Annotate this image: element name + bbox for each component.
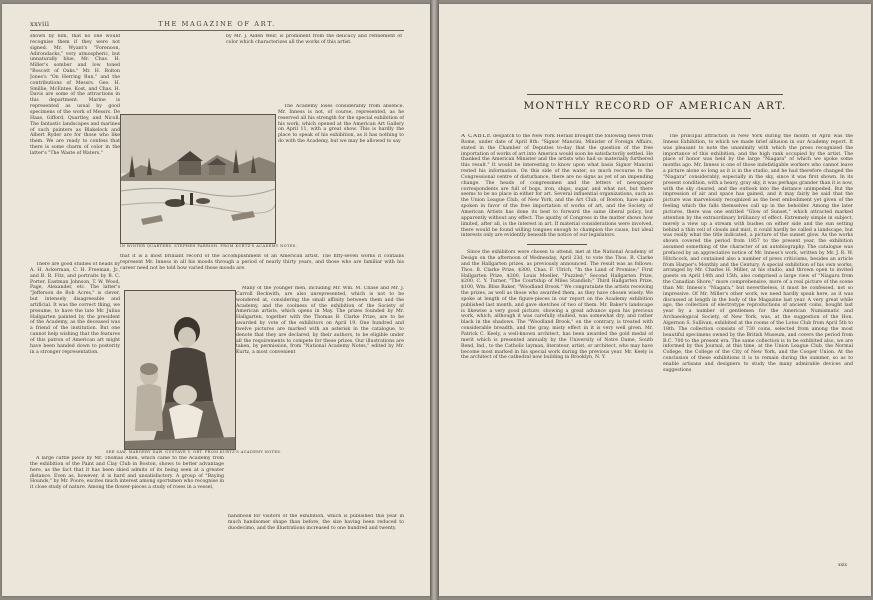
record-title: MONTHLY RECORD OF AMERICAN ART. xyxy=(523,100,787,112)
page-signature: xxix xyxy=(838,563,847,568)
title-rule-top xyxy=(527,94,783,95)
left-col1-bottom xyxy=(30,456,224,546)
paragraph: shown by him, that no one would recognise them if they were not signed. Mr. Wyant's "Forenoon, Adirondacks," very atmospheric, but unnaturally blue, Mr. Chas. H. Miller's somber and low toned "Boscott of Oaks." Mr. H. Bolton Jones's "On Herring Run," and the contributions of Messrs. Geo. H. Smillie, McEntee, Kost, and Chas. H. Davis are some of the attractions in this department. Marine is represented as usual by good specimens of the work of Messrs. De Haas, Gifford, Quartley, and Nicoll. The fantastic landscapes and marines of such painters as Blakelock and Albert Ryder are for those who like them. We are ready to confess that there is some charm of color in the latter's "The Waste of Waters." xyxy=(30,34,120,156)
paragraph: Many of the younger men, including Mr. Wm. M. Chase and Mr. J. Carroll Beckwith, are also unrepresented, which is not to be wondered at, considering the small affinity between them and the Academy, and the coolness of the exhibition of the Society of American artists, which opens in May. The prizes founded by Mr. Hallgarten, together with the Thomas B. Clarke Prize, are to be awarded by vote of the exhibitors on April 19. One hundred and twelve pictures are marked with an asterisk in the catalogue, to denote that they are declared, by their authors, to be eligible under all the requirements to compete for these prizes. Our illustrations are taken, by permission, from "National Academy Notes," edited by Mr. Kurtz, a most convenient xyxy=(236,286,404,356)
left-running-head xyxy=(30,18,404,31)
caption-winter-quarters: IN WINTER QUARTERS. STEPHEN PARRISH. FROM KURTZ'S ACADEMY NOTES. xyxy=(120,244,298,248)
left-col2-right xyxy=(236,286,404,512)
left-page xyxy=(2,4,430,596)
paragraph: The Academy loses considerably from absence. Mr. Inness is not, of course, represented, as he reserved all his strength for the special exhibition of his work, which opened at the American Art Gallery on April 11, with a great show. This is hardly the place to speak of his exhibition, as it has nothing to do with the Academy, but we may be allowed to say xyxy=(278,104,404,145)
left-col2-bottom xyxy=(228,514,404,546)
book-gutter xyxy=(430,0,439,600)
winter-scene-image xyxy=(121,115,275,243)
left-col2-academy xyxy=(278,104,404,252)
left-col2-top xyxy=(226,34,402,104)
right-col1 xyxy=(461,134,653,552)
caption-see-saw: SEE SAW, MARGERY DAW. GUSTAVE V. ORT. FROM KURTZ'S ACADEMY NOTES. xyxy=(106,450,282,454)
paragraph: The principal attraction in New York during the month of April was the Inness Exhibition, to which we made brief allusion in our Academy report. It was pleasant to note the unanimity with which the press recognized the importance of this exhibition, and the high rank occupied by the artist. The place of honor was held by the large "Niagara" of which we spoke some months ago. Mr. Inness is one of those indefatigable workers who cannot leave a picture alone so long as it is in the studio, and he had therefore changed the "Niagara" considerably, especially in the sky, since it was first shown. In its present condition, with a heavy, gray sky, it was perhaps grander than it is now, with the sky cleared, and the outlook into the distance unimpeded. But the impression of air and space has gained, and it may fairly be said that the picture was marvelously recognized as the best embodiment yet given of the feeling which the falls themselves call up in the beholder. Among the later pictures, there was one entitled "Glow of Sunset," which attracted marked attention by the extraordinary brilliancy of effect. Extremely simple in subject, merely a view up a stream with bushes on either side and the sun setting behind a thin veil of clouds and mist, it could hardly be called a landscape, but was really what the title indicated, a picture of the sunset glow. As the works shown covered the period from 1857 to the present year, the exhibition assumed something of the character of an autobiography. The catalogue was prefaced by an appreciative notice of Mr. Inness's work, written by Mr. J. R. W. Hitchcock, and contained also a number of press criticisms, besides an article from Harper's Monthly and the Century. A special exhibition of his own works, arranged by Mr. Charles H. Miller, at his studio, and thrown open to invited guests on April 14th and 15th, also comprised a large view of "Niagara from the Canadian Shore," more comprehensive, more of a real picture of the scene than Mr. Inness's "Niagara," but nevertheless, it must be confessed, not so impressive. Of Mr. Miller's other work, we need hardly speak here, as it was discussed at length in the body of the Magazine last year. A very great while ago, the collection of electrotype reproductions of ancient coins, bought last year by a number of gentlemen for the American Numismatic and Archaeological Society, of New York, was, at the suggestion of the Hon. Algernon S. Sullivan, exhibited at the rooms of the Lotos Club from April 5th to 18th. The collection consists of 730 coins, selected from among the most beautiful specimens owned by the British Museum, and covers the period from B.C. 700 to the present era. The same collection is to be exhibited also, we are informed by this Journal, at this time, at the Union League Club, the Normal College, the College of the City of New York, and the Cooper Union. At the conclusion of these exhibitions it is to remain during the summer, so as to enable artisans and designers to study the many admirable devices and suggestions xyxy=(663,134,853,373)
illustration-winter-quarters xyxy=(120,114,276,244)
paragraph: A large cattle piece by Mr. Thomas Allen, which came to the Academy from the exhibition of the Paint and Clay Club in Boston, shows to better advantage here, as the fact that it has been skied admits of its being seen at a greater distance. Even as, however, it is hard and unsatisfactory. A group of "Baying Hounds," by Mr. Poore, excites much interest among sportsmen who recognise in it close study of nature. Among the flower-pieces a study of roses in a vessel, xyxy=(30,456,224,491)
lead-word: A CABLE xyxy=(461,134,492,139)
left-page-number: xxviii xyxy=(30,20,50,28)
paragraph: Since the exhibitors were chosen to attend, met at the National Academy of Design on the afternoon of Wednesday, April 23d, to vote the Thos. B. Clarke and the Hallgarten prizes, as previously announced. The result was as follows: Thos. B. Clarke Prize, $300, Chas. F. Ulrich, "In the Land of Promise;" First Hallgarten Prize, $300, Louis Moeller, "Puzzled;" Second Hallgarten Prize, $200, C. Y. Turner, "The Courtship of Miles Standish;" Third Hallgarten Prize, $100, Wm. Bliss Baker, "Woodland Brook." We congratulate the artists receiving the prizes, as well as those who awarded them, as they have chosen wisely. We spoke at length of the figure-pieces in our report on the Academy exhibition published last month, and gave sketches of two of them. Mr. Baker's landscape is likewise a very good picture, showing a great advance upon his previous work, which, although it was carefully studied, was somewhat dry, and rather black in the shadows. The "Woodland Brook," on the contrary, is treated with considerable breadth, and the gray, misty effect in it is very well given. Mr. Patrick C. Keely, a well-known architect, has been awarded the gold medal of merit which is presented annually by the University of Notre Dame, South Bend, Ind., to the Catholic layman, literateur, artist, or architect, who may have become most marked in his special work during the previous year. Mr. Keely is the architect of the cathedral now building in Brooklyn, N. Y. xyxy=(461,250,653,361)
paragraph: There are good studies of heads by A. H. Ackerman, C. H. Freeman, Jr., and B. R. Fitz, and portraits by B. C. Porter, Eastman Johnson, T. W. Wood, Page, Alexander, etc. The latter's "Jefferson de Bob Acres," is clever, but intensely disagreeable and artificial. It was the correct thing, we presume, to have the late Mr. Julius Hallgarten painted by the president of the Academy, as the deceased was a friend of the institution. But one cannot help wishing that the features of this patron of American art might have been handed down to posterity in a stronger representation. xyxy=(30,262,120,355)
section-divider xyxy=(527,244,587,245)
right-col2 xyxy=(663,134,853,552)
illustration-see-saw xyxy=(124,290,236,450)
paragraph: handbook for visitors of the exhibition, which is published this year in much handsomer shape than before, the size having been reduced to duodecimo, and the illustrations increased to one hundred and twenty. xyxy=(228,514,404,531)
paragraph: by Mr. J. Alden Weir, is prominent from the delicacy and refinement of color which characterizes all the works of this artist. xyxy=(226,34,402,45)
paragraph-text: despatch to the New York Herald brought the following news from Rome, under date of April 8th: "Signor Mancini, Minister of Foreign Affairs, stated in the Chamber of Deputies to-day that the question of the free importation of works of art into America would soon be satisfactorily settled. He thanked the American Minister and the artists who had so materially furthered this result." It would be interesting to know upon what basis Signor Mancini rested his information. On this side of the water, so much recourse to the Congressional centre of disturbance, there are no signs as yet of an impending change. The heads of congressmen and the letters of newspaper correspondents are full of hogs, iron, ships, sugar, and what not, but there seems to be no place in either for art. Several influential organizations, such as the Union League Club, of New York, and the Art Club, of Boston, have again spoken in favor of the free importation of works of art, and the Society of American Artists has done its best to forward the same liberal policy, but apparently without any effect. The apathy of Congress in the matter shows how limited, after all, is the interest in art. If material considerations were involved, there would be found willing tongues enough to champion the cause, but ideal interests only are evidently beneath the notice of our legislators. xyxy=(461,134,653,239)
paragraph: that it is a most brilliant record of the accomplishment of an American artist. The fifty-seven works it contains represent Mr. Inness in all his moods through a period of nearly thirty years, and those who are familiar with his career need not be told how varied these moods are. xyxy=(120,254,404,271)
right-page xyxy=(439,4,871,596)
left-col1-top xyxy=(30,34,120,261)
paragraph xyxy=(461,134,653,239)
left-col2-mid xyxy=(120,254,404,284)
left-running-title: THE MAGAZINE OF ART. xyxy=(158,20,276,28)
see-saw-image xyxy=(125,291,235,449)
title-rule-bottom xyxy=(559,118,751,119)
